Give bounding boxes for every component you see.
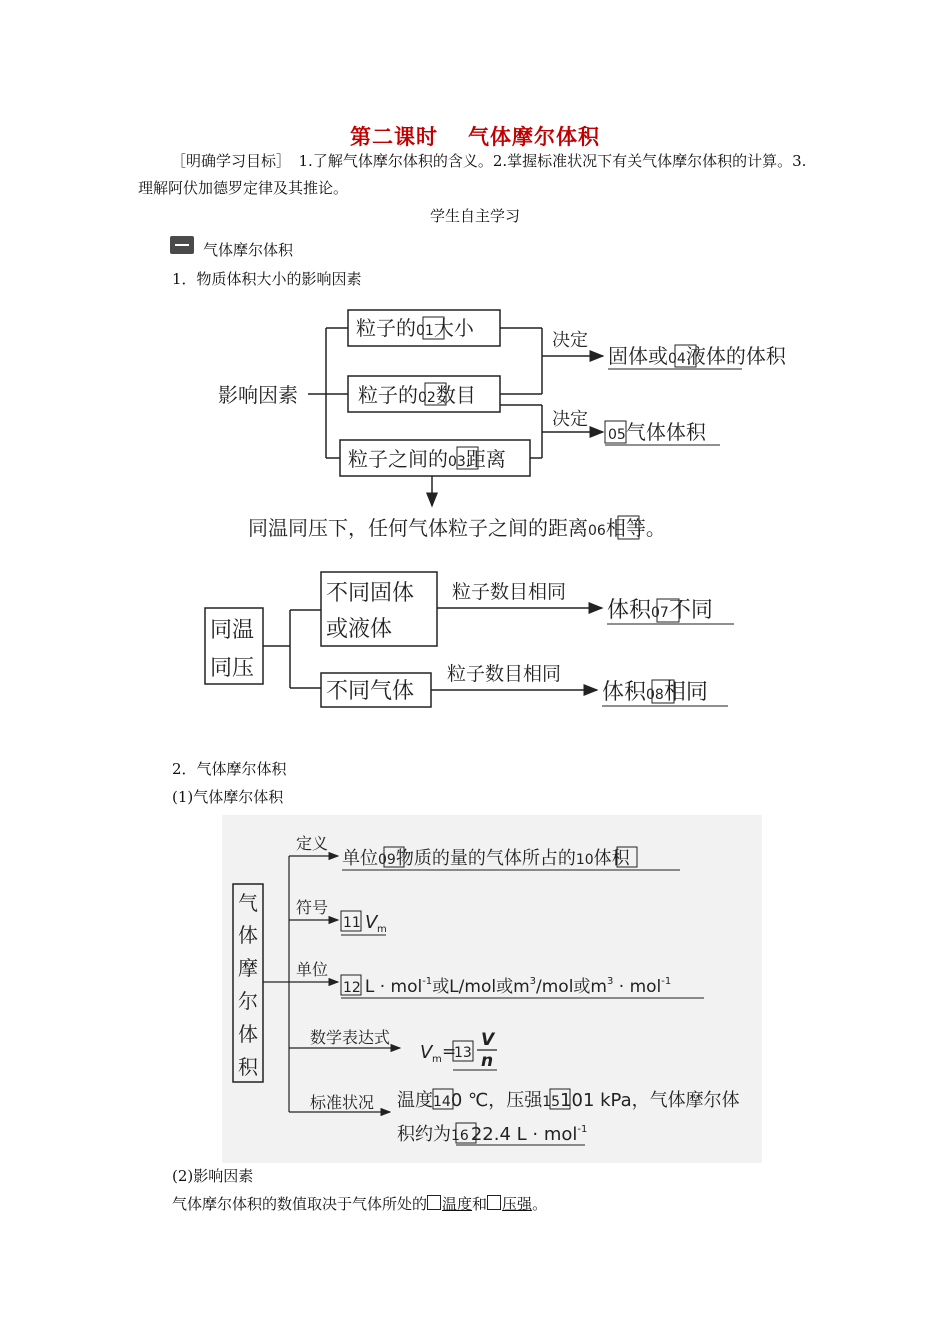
svg-text:单位09物质的量的气体所占的10体积: 单位09物质的量的气体所占的10体积 [342,848,630,869]
svg-text:=: = [442,1042,457,1062]
decide-label-2: 决定 [552,409,588,430]
molar-volume-figure [222,815,762,1163]
svg-text:不同气体: 不同气体 [326,679,415,704]
learning-goals: ［明确学习目标］ 1.了解气体摩尔体积的含义。2.掌握标准状况下有关气体摩尔体积的计算。3.理解阿伏加德罗定律及其推论。 [138,152,807,197]
decide-label-1: 决定 [552,330,588,351]
svg-text:温度140 ℃，压强15101 kPa，气体摩尔体: 温度140 ℃，压强15101 kPa，气体摩尔体 [397,1090,740,1111]
svg-text:数学表达式: 数学表达式 [310,1028,391,1047]
svg-text:V: V [481,1030,495,1050]
svg-text:积约为1622.4 L · mol-1: 积约为16 22.4 L · mol$^{-1}$ [397,1124,588,1145]
svg-text:V: V [420,1042,433,1063]
section-one-badge-icon [170,236,194,254]
svg-text:气: 气 [238,891,258,915]
svg-text:定义: 定义 [296,834,329,853]
svg-text:同压: 同压 [210,656,255,681]
section-heading: 学生自主学习 [429,207,520,225]
svg-text:体积07不同: 体积07不同 [607,598,713,623]
svg-text:不同固体: 不同固体 [326,581,415,606]
svg-text:12L · mol-1或L/mol或m3/mol或m3 ·: 12 L · mol$^{-1}$或L/mol或$m^3$/mol或$m^3 \cdot mol^{-1}$ [343,976,672,997]
svg-text:体: 体 [238,1022,258,1046]
svg-text:标准状况: 标准状况 [310,1093,375,1112]
factors-root: 影响因素 [218,383,298,407]
title-right: 气体摩尔体积 [468,125,600,149]
sub1-heading: (1)气体摩尔体积 [172,788,284,806]
result-gas-volume: 05气体体积 [608,420,706,444]
title-left: 第二课时 [350,125,438,149]
sub2-text: 气体摩尔体积的数值取决于气体所处的 温度和 压强。 [172,1195,548,1213]
svg-text:V: V [365,912,378,933]
svg-text:符号: 符号 [296,898,329,917]
svg-text:13: 13 [454,1045,472,1061]
svg-text:同温: 同温 [210,618,255,643]
svg-text:体: 体 [238,923,258,947]
item2-heading: 2．气体摩尔体积 [172,760,287,778]
factors-diagram [0,300,950,550]
item1-heading: 1．物质体积大小的影响因素 [172,270,362,288]
svg-text:粒子的02数目: 粒子的02数目 [358,383,476,407]
svg-text:11: 11 [343,915,361,931]
svg-text:粒子之间的03距离: 粒子之间的03距离 [348,447,506,471]
page-title [0,121,950,151]
svg-text:粒子数目相同: 粒子数目相同 [447,663,562,685]
svg-text:m: m [377,924,387,935]
svg-text:尔: 尔 [238,989,258,1013]
same-conditions-statement: 同温同压下，任何气体粒子之间的距离06相等。 [248,516,666,540]
svg-text:体积08相同: 体积08相同 [602,680,708,705]
sub2-heading: (2)影响因素 [172,1167,254,1185]
svg-text:摩: 摩 [238,956,258,980]
result-solid-liquid: 固体或04液体的体积 [608,344,786,368]
section1-title: 气体摩尔体积 [203,241,294,259]
svg-text:n: n [481,1051,494,1071]
svg-text:积: 积 [238,1055,258,1079]
svg-text:单位: 单位 [296,960,329,979]
svg-text:粒子数目相同: 粒子数目相同 [452,581,567,603]
svg-text:粒子的01大小: 粒子的01大小 [356,316,474,340]
same-temp-pressure-diagram [0,560,950,720]
svg-text:m: m [432,1054,442,1065]
svg-text:或液体: 或液体 [326,617,393,642]
